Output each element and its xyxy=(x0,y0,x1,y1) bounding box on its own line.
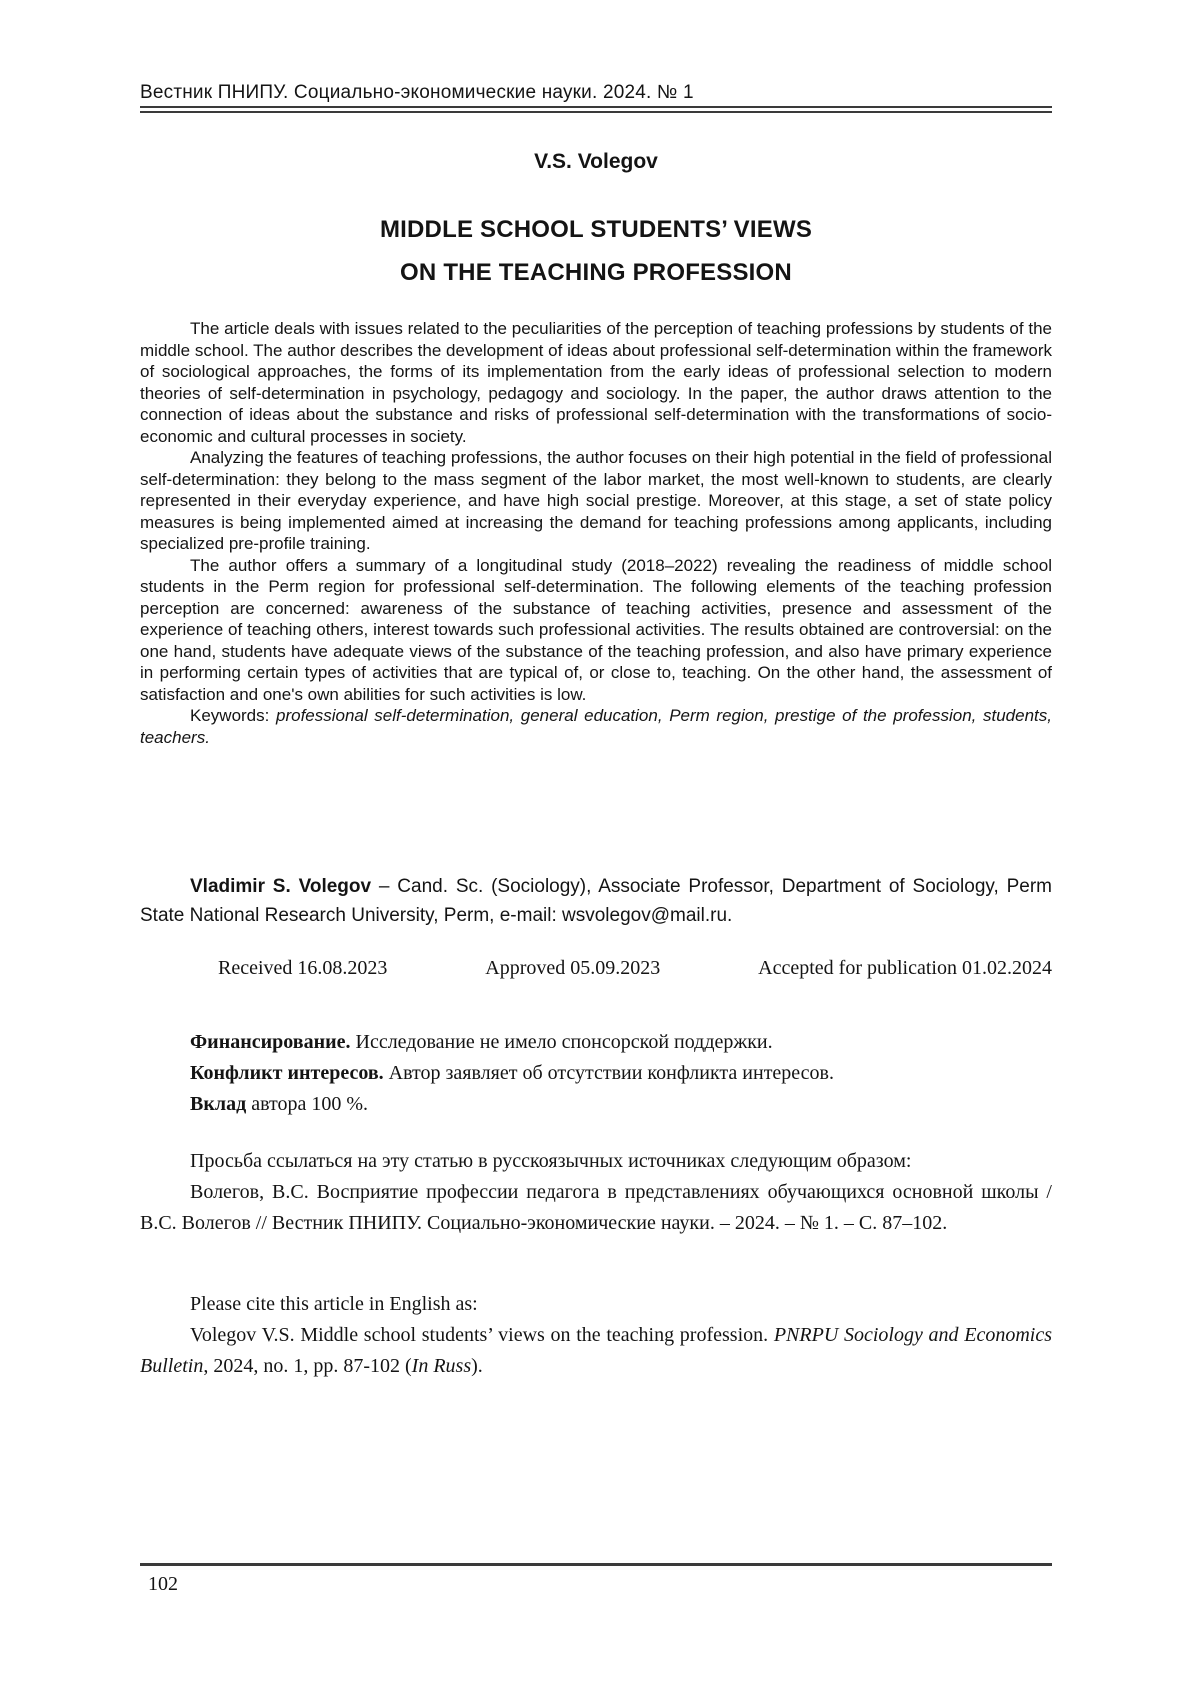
citation-en-journal: PNRPU Sociology and Economics Bulletin xyxy=(140,1324,1052,1377)
abstract-paragraph-3: The author offers a summary of a longitudinal study (2018–2022) revealing the readiness of middle school students in the Perm region for professional self-determination. The following elements of the teaching profession perception are concerned: awareness of the substance of teaching activities, presence and assessment of the experience of teaching others, interest towards such professional activities. The results obtained are controversial: on the one hand, students have adequate views of the substance of the teaching profession, and also have primary experience in performing certain types of activities that are typical of, or close to, teaching. On the other hand, the assessment of satisfaction and one's own abilities for such activities is low. xyxy=(140,555,1052,704)
article-title-line2: ON THE TEACHING PROFESSION xyxy=(400,259,792,286)
author-full-name: Vladimir S. Volegov xyxy=(190,876,372,897)
keywords-label: Keywords: xyxy=(190,706,276,725)
approved-date: Approved 05.09.2023 xyxy=(485,957,661,979)
running-header: Вестник ПНИПУ. Социально-экономические науки. 2024. № 1 xyxy=(140,82,694,103)
funding-statement xyxy=(140,1027,1052,1058)
citation-en-intro: Please cite this article in English as: xyxy=(190,1293,478,1315)
citation-en-part1: Volegov V.S. Middle school students’ views on the teaching profession. xyxy=(190,1324,774,1346)
page-number: 102 xyxy=(148,1573,178,1595)
received-date: Received 16.08.2023 xyxy=(218,957,388,979)
author-info-paragraph xyxy=(140,872,1052,930)
statements-block xyxy=(140,1027,1052,1120)
accepted-date: Accepted for publication 01.02.2024 xyxy=(758,957,1052,979)
funding-text: Исследование не имело спонсорской поддержки. xyxy=(350,1031,773,1053)
citation-ru-text: Волегов, В.С. Восприятие профессии педагога в представлениях обучающихся основной школы / В.С. Волегов // Вестник ПНИПУ. Социально-экономические науки. – 2024. – № 1. – С. 87–102. xyxy=(140,1181,1052,1234)
funding-label: Финансирование. xyxy=(190,1031,351,1053)
conflict-statement xyxy=(140,1058,1052,1089)
abstract-paragraph-1: The article deals with issues related to the peculiarities of the perception of teaching professions by students of the middle school. The author describes the development of ideas about professional self-determination within the framework of sociological approaches, the forms of its implementation from the early ideas of professional selection to modern theories of self-determination in psychology, pedagogy and sociology. In the paper, the author draws attention to the connection of ideas about the substance and risks of professional self-determination with the transformations of socio-economic and cultural processes in society. xyxy=(140,319,1052,446)
contribution-label: Вклад xyxy=(190,1093,247,1115)
citation-en-block xyxy=(140,1289,1052,1382)
contribution-text: автора 100 %. xyxy=(246,1093,369,1115)
citation-en-part2: , 2024, no. 1, pp. 87-102 ( xyxy=(203,1355,412,1377)
conflict-label: Конфликт интересов. xyxy=(190,1062,384,1084)
author-details: – Cand. Sc. (Sociology), Associate Professor, Department of Sociology, Perm State National Research University, Perm, e-mail: wsvolegov@mail.ru. xyxy=(140,876,1052,926)
conflict-text: Автор заявляет об отсутствии конфликта интересов. xyxy=(383,1062,835,1084)
header-double-rule xyxy=(140,106,1052,113)
author-info-block xyxy=(140,872,1052,930)
article-author-short: V.S. Volegov xyxy=(534,150,658,173)
citation-ru-block xyxy=(140,1146,1052,1239)
keywords-text: professional self-determination, general education, Perm region, prestige of the profession, students, teachers. xyxy=(140,706,1052,747)
citation-en-text xyxy=(140,1320,1052,1382)
abstract-paragraph-2: Analyzing the features of teaching professions, the author focuses on their high potential in the field of professional self-determination: they belong to the mass segment of the labor market, the most well-known to students, are clearly represented in their everyday experience, and have high social prestige. Moreover, at this stage, a set of state policy measures is being implemented aimed at increasing the demand for teaching professions among applicants, including specialized pre-profile training. xyxy=(140,448,1052,553)
dates-row xyxy=(140,957,1052,980)
footer-rule xyxy=(140,1563,1052,1566)
article-title-line1: MIDDLE SCHOOL STUDENTS’ VIEWS xyxy=(379,216,813,243)
citation-en-part3: ). xyxy=(471,1355,483,1377)
citation-en-inruss: In Russ xyxy=(411,1355,472,1377)
contribution-statement xyxy=(140,1089,1052,1120)
abstract-block xyxy=(140,318,1052,748)
keywords-paragraph xyxy=(140,705,1052,748)
citation-ru-intro: Просьба ссылаться на эту статью в русскоязычных источниках следующим образом: xyxy=(190,1150,912,1172)
